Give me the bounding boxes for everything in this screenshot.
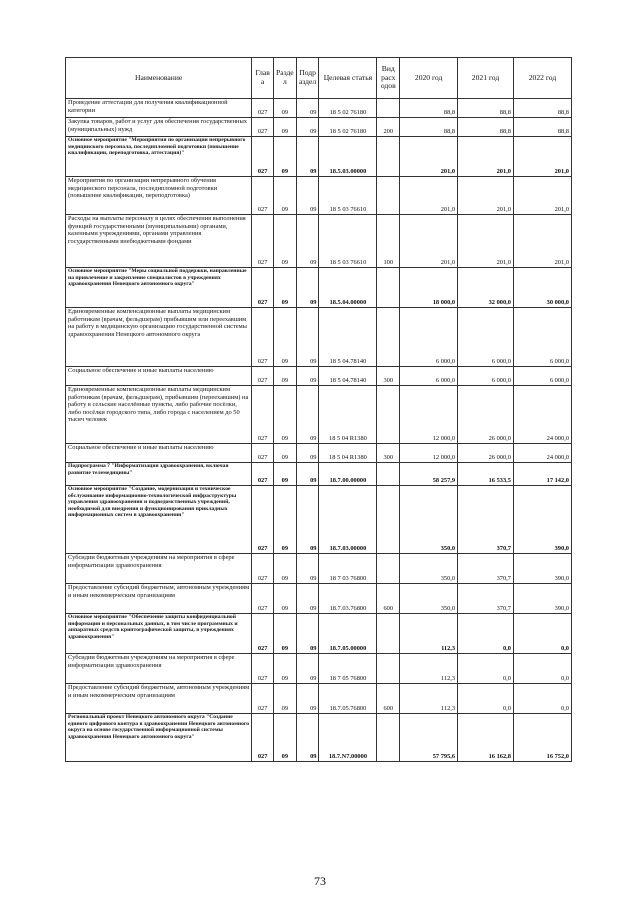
table-row [66,308,572,367]
row-razdel: 09 [273,654,296,684]
row-razdel: 09 [273,684,296,714]
row-2021: 0,0 [458,654,514,684]
row-name: Единовременные компенсационные выплаты медицинским работникам (врачам, фельдшерам), прибывшим (переехавшим) на работу в сельские населённые пункты, либо рабочие посёлки, либо посёлки городского типа, либо города с населением до 50 тысяч человек [66,386,252,444]
row-glava: 027 [252,367,274,386]
row-2020: 88,8 [400,118,458,137]
table-row [66,99,572,118]
row-name: Проведение аттестации для получения квалификационной категории [66,99,252,118]
row-vid [377,714,400,762]
table-row [66,463,572,486]
row-2021: 201,0 [458,215,514,268]
table-body [66,99,572,762]
row-glava: 027 [252,268,274,308]
header-2020: 2020 год [400,58,458,99]
row-name: Субсидии бюджетным учреждениям на мероприятия в сфере информатизации здравоохранения [66,554,252,584]
table-row [66,614,572,654]
row-name: Региональный проект Ненецкого автономного округа "Создание единого цифрового контура в здравоохранении Ненецкого автономного округа на основе государственной информационной системы здравоохранения Ненецкого автономного округа" [66,714,252,762]
row-statya: 18.7.N7.00000 [319,714,377,762]
row-vid [377,386,400,444]
row-vid [377,308,400,367]
row-razdel: 09 [273,584,296,614]
header-podrazdel: Подр аздел [296,58,319,99]
row-statya: 18 5 04.78140 [319,367,377,386]
table-row [66,654,572,684]
row-statya: 18 5 03 76610 [319,177,377,215]
row-vid [377,614,400,654]
row-name: Социальное обеспечение и иные выплаты населению [66,444,252,463]
table-row [66,486,572,554]
table-row [66,118,572,137]
row-2022: 390,0 [513,486,571,554]
row-glava: 027 [252,308,274,367]
row-razdel: 09 [273,137,296,177]
row-podrazdel: 09 [296,614,319,654]
row-2020: 201,0 [400,177,458,215]
row-statya: 18 7 03 76800 [319,554,377,584]
row-podrazdel: 09 [296,714,319,762]
row-podrazdel: 09 [296,268,319,308]
row-name: Основное мероприятие "Создание, модернизация и техническое обслуживание информационно-технологической инфраструктуры управления здравоохранения и подведомственных учреждений, необходимой для внедрения и функционирования прикладных информационных систем в здравоохранении" [66,486,252,554]
row-name: Закупка товаров, работ и услуг для обеспечения государственных (муниципальных) нужд [66,118,252,137]
row-vid: 100 [377,215,400,268]
row-2022: 0,0 [513,654,571,684]
row-statya: 18.7.05.76800 [319,684,377,714]
row-name: Основное мероприятие "Обеспечение защиты конфиденциальной информации и персональных данных, в том числе программных и аппаратных средств криптографической защиты, в учреждениях здравоохранения" [66,614,252,654]
row-vid: 600 [377,684,400,714]
row-vid [377,99,400,118]
row-2022: 17 142,0 [513,463,571,486]
row-statya: 18 7 05 76800 [319,654,377,684]
row-2022: 201,0 [513,215,571,268]
row-2020: 6 000,0 [400,308,458,367]
row-podrazdel: 09 [296,308,319,367]
row-razdel: 09 [273,554,296,584]
row-2021: 370,7 [458,486,514,554]
table-header-row [66,58,572,99]
row-glava: 027 [252,177,274,215]
row-2021: 16 162,8 [458,714,514,762]
row-name: Субсидии бюджетным учреждениям на мероприятия в сфере информатизации здравоохранения [66,654,252,684]
row-2020: 88,8 [400,99,458,118]
row-name: Мероприятия по организации непрерывного обучения медицинского персонала, последипломной подготовки (повышение квалификации, переподготовка) [66,177,252,215]
row-2021: 0,0 [458,614,514,654]
row-glava: 027 [252,444,274,463]
row-2022: 24 000,0 [513,386,571,444]
row-podrazdel: 09 [296,486,319,554]
row-podrazdel: 09 [296,444,319,463]
row-name: Основное мероприятие "Мероприятия по организации непрерывного медицинского персонала, последипломной подготовки (повышение квалификации, переподготовка, аттестация)" [66,137,252,177]
row-razdel: 09 [273,367,296,386]
header-vid: Вид расх одов [377,58,400,99]
table-row [66,367,572,386]
row-name: Основное мероприятие "Меры социальной поддержки, направленные на привлечение и закрепление специалистов в учреждениях здравоохранения Ненецкого автономного округа" [66,268,252,308]
row-glava: 027 [252,554,274,584]
row-statya: 18 5 04 R1380 [319,386,377,444]
row-glava: 027 [252,684,274,714]
row-razdel: 09 [273,486,296,554]
row-statya: 18 5 04 R1380 [319,444,377,463]
row-podrazdel: 09 [296,554,319,584]
row-name: Социальное обеспечение и иные выплаты населению [66,367,252,386]
row-2020: 112,3 [400,654,458,684]
row-glava: 027 [252,463,274,486]
row-2022: 30 000,0 [513,268,571,308]
table-row [66,684,572,714]
row-vid: 200 [377,118,400,137]
row-podrazdel: 09 [296,177,319,215]
row-2021: 16 533,5 [458,463,514,486]
row-vid: 300 [377,367,400,386]
row-podrazdel: 09 [296,386,319,444]
row-2022: 0,0 [513,684,571,714]
row-glava: 027 [252,99,274,118]
row-vid [377,137,400,177]
table-row [66,554,572,584]
row-2020: 112,3 [400,684,458,714]
row-podrazdel: 09 [296,99,319,118]
row-2022: 24 000,0 [513,444,571,463]
row-2021: 6 000,0 [458,308,514,367]
row-2022: 88,8 [513,99,571,118]
row-glava: 027 [252,584,274,614]
row-podrazdel: 09 [296,118,319,137]
row-2020: 12 000,0 [400,444,458,463]
header-razdel: Разде л [273,58,296,99]
row-vid [377,654,400,684]
row-statya: 18.7.00.00000 [319,463,377,486]
row-vid [377,554,400,584]
row-statya: 18.7.03.76800 [319,584,377,614]
row-2022: 16 752,0 [513,714,571,762]
row-razdel: 09 [273,386,296,444]
row-statya: 18 5 02 76180 [319,118,377,137]
row-statya: 18 5 02 76180 [319,99,377,118]
row-razdel: 09 [273,308,296,367]
row-2020: 201,0 [400,137,458,177]
row-glava: 027 [252,654,274,684]
row-2020: 201,0 [400,215,458,268]
header-statya: Целевая статья [319,58,377,99]
row-razdel: 09 [273,177,296,215]
row-glava: 027 [252,386,274,444]
row-2022: 390,0 [513,584,571,614]
row-statya: 18.7.05.00000 [319,614,377,654]
row-2020: 350,0 [400,486,458,554]
row-podrazdel: 09 [296,215,319,268]
row-name: Единовременные компенсационные выплаты медицинским работникам (врачам, фельдшерам) прибывшим или переехавшим на работу в медицинскую организацию государственной системы здравоохранения Ненецкого автономного округа [66,308,252,367]
row-statya: 18.5.04.00000 [319,268,377,308]
row-2020: 6 000,0 [400,367,458,386]
row-razdel: 09 [273,444,296,463]
table-row [66,386,572,444]
row-2022: 201,0 [513,137,571,177]
row-2022: 88,8 [513,118,571,137]
header-2021: 2021 год [458,58,514,99]
row-2020: 57 795,6 [400,714,458,762]
row-podrazdel: 09 [296,137,319,177]
row-statya: 18 5 03 76610 [319,215,377,268]
row-name: Подпрограмма 7 "Информатизация здравоохранения, включая развитие телемедицины" [66,463,252,486]
row-2021: 6 000,0 [458,367,514,386]
row-statya: 18.7.03.00000 [319,486,377,554]
row-vid [377,268,400,308]
row-glava: 027 [252,137,274,177]
row-vid [377,486,400,554]
row-razdel: 09 [273,215,296,268]
row-2020: 12 000,0 [400,386,458,444]
row-name: Предоставление субсидий бюджетным, автономным учреждениям и иным некоммерческим организациям [66,584,252,614]
table-row [66,137,572,177]
row-razdel: 09 [273,614,296,654]
row-2020: 112,3 [400,614,458,654]
header-2022: 2022 год [513,58,571,99]
row-name: Расходы на выплаты персоналу в целях обеспечения выполнения функций государственными (муниципальными) органами, казенными учреждениями, органами управления государственными внебюджетными фондами [66,215,252,268]
row-vid: 300 [377,444,400,463]
row-razdel: 09 [273,463,296,486]
row-2020: 350,0 [400,554,458,584]
table-row [66,584,572,614]
row-2022: 390,0 [513,554,571,584]
table-row [66,215,572,268]
row-2021: 370,7 [458,584,514,614]
row-statya: 18 5 04.78140 [319,308,377,367]
row-2022: 6 000,0 [513,308,571,367]
page-number: 73 [314,874,326,888]
row-vid [377,463,400,486]
budget-table [65,57,572,762]
row-glava: 027 [252,118,274,137]
row-glava: 027 [252,486,274,554]
row-statya: 18.5.03.00000 [319,137,377,177]
row-2021: 370,7 [458,554,514,584]
header-name: Наименование [66,58,252,99]
row-2021: 26 000,0 [458,386,514,444]
row-podrazdel: 09 [296,463,319,486]
row-podrazdel: 09 [296,584,319,614]
budget-table-sheet [65,57,572,762]
row-2021: 26 000,0 [458,444,514,463]
row-2021: 88,8 [458,99,514,118]
row-2020: 58 257,9 [400,463,458,486]
row-2022: 0,0 [513,614,571,654]
row-2022: 201,0 [513,177,571,215]
row-podrazdel: 09 [296,684,319,714]
row-2021: 32 000,0 [458,268,514,308]
row-2021: 88,8 [458,118,514,137]
table-row [66,714,572,762]
row-vid: 600 [377,584,400,614]
table-row [66,444,572,463]
row-glava: 027 [252,215,274,268]
row-2020: 350,0 [400,584,458,614]
row-2021: 0,0 [458,684,514,714]
row-razdel: 09 [273,714,296,762]
row-2021: 201,0 [458,137,514,177]
row-vid [377,177,400,215]
header-glava: Глав а [252,58,274,99]
row-glava: 027 [252,614,274,654]
row-podrazdel: 09 [296,654,319,684]
row-razdel: 09 [273,99,296,118]
row-2021: 201,0 [458,177,514,215]
row-razdel: 09 [273,268,296,308]
row-name: Предоставление субсидий бюджетным, автономным учреждениям и иным некоммерческим организациям [66,684,252,714]
table-row [66,177,572,215]
table-row [66,268,572,308]
row-podrazdel: 09 [296,367,319,386]
row-razdel: 09 [273,118,296,137]
row-2022: 6 000,0 [513,367,571,386]
row-glava: 027 [252,714,274,762]
row-2020: 18 000,0 [400,268,458,308]
